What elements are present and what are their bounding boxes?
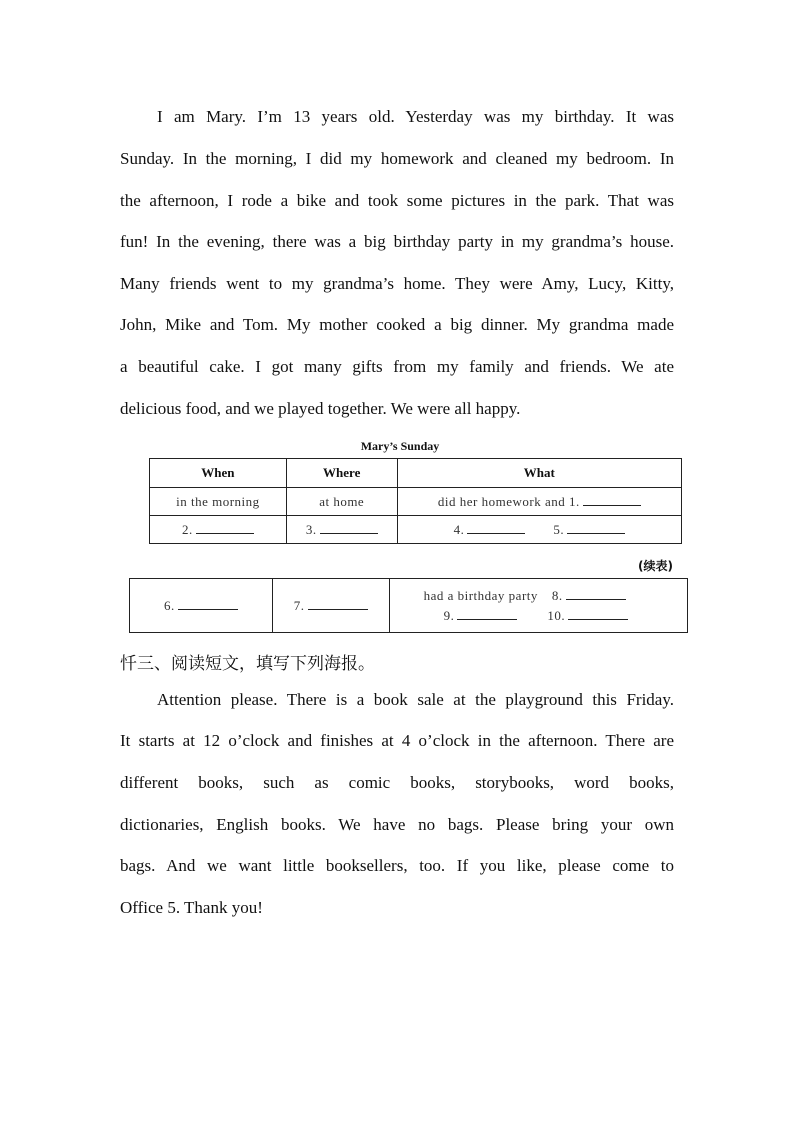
header-what: What <box>397 459 681 488</box>
passage-2-line: different books, such as comic books, storybooks, word books, <box>120 773 674 792</box>
what-line-1 <box>390 586 687 606</box>
blank-number: 9. <box>443 607 455 623</box>
answer-blank-5[interactable] <box>567 521 625 534</box>
blank-number: 8. <box>551 587 563 603</box>
answer-blank-3[interactable] <box>320 521 378 534</box>
blank-number: 6. <box>163 598 175 613</box>
continued-table <box>129 578 688 633</box>
passage-1-line: fun! In the evening, there was a big birthday party in my grandma’s house. <box>120 232 674 251</box>
passage-1-line: Sunday. In the morning, I did my homework and cleaned my bedroom. In <box>120 149 674 168</box>
continued-label: (续表) <box>638 559 673 573</box>
cell-where <box>272 579 389 633</box>
blank-number: 4. <box>453 522 465 537</box>
answer-blank-1[interactable] <box>583 493 641 506</box>
cell-when <box>150 516 287 544</box>
cell-text: had a birthday party <box>423 587 538 603</box>
passage-2-line: dictionaries, English books. We have no bags. Please bring your own <box>120 815 674 834</box>
answer-blank-9[interactable] <box>457 607 517 620</box>
table-row <box>130 579 688 633</box>
passage-2-line: It starts at 12 o’clock and finishes at 4 o’clock in the afternoon. There are <box>120 731 674 750</box>
answer-blank-6[interactable] <box>178 597 238 610</box>
marys-sunday-table <box>149 458 682 544</box>
cell-what-text: did her homework and 1. <box>437 494 580 509</box>
answer-blank-4[interactable] <box>467 521 525 534</box>
table-header-row <box>150 459 682 488</box>
cell-what <box>397 488 681 516</box>
passage-1-line: the afternoon, I rode a bike and took some pictures in the park. That was <box>120 191 674 210</box>
cell-where: at home <box>286 488 397 516</box>
cell-what <box>397 516 681 544</box>
passage-2-line: bags. And we want little booksellers, too. If you like, please come to <box>120 856 674 875</box>
passage-1-line: delicious food, and we played together. We were all happy. <box>120 399 521 418</box>
blank-number: 10. <box>547 607 566 623</box>
header-where: Where <box>286 459 397 488</box>
cell-what <box>389 579 687 633</box>
passage-1-line: a beautiful cake. I got many gifts from my family and friends. We ate <box>120 357 674 376</box>
passage-1-line: John, Mike and Tom. My mother cooked a big dinner. My grandma made <box>120 315 674 334</box>
blank-number: 5. <box>553 522 565 537</box>
header-when: When <box>150 459 287 488</box>
answer-blank-7[interactable] <box>308 597 368 610</box>
answer-blank-2[interactable] <box>196 521 254 534</box>
table-row <box>150 516 682 544</box>
answer-blank-8[interactable] <box>566 587 626 600</box>
cell-when <box>130 579 273 633</box>
blank-number: 7. <box>293 598 305 613</box>
table-row <box>150 488 682 516</box>
passage-2-line: Attention please. There is a book sale at the playground this Friday. <box>157 690 674 709</box>
passage-1-line: I am Mary. I’m 13 years old. Yesterday was my birthday. It was <box>157 107 674 126</box>
section-3-heading: 忏三、阅读短文，填写下列海报。 <box>120 654 375 674</box>
blank-number: 3. <box>305 522 317 537</box>
cell-when: in the morning <box>150 488 287 516</box>
cell-where <box>286 516 397 544</box>
passage-2-line: Office 5. Thank you! <box>120 898 263 917</box>
table-title: Mary’s Sunday <box>360 439 440 453</box>
what-line-2 <box>390 606 687 626</box>
blank-number: 2. <box>182 522 193 537</box>
answer-blank-10[interactable] <box>568 607 628 620</box>
passage-1-line: Many friends went to my grandma’s home. They were Amy, Lucy, Kitty, <box>120 274 674 293</box>
